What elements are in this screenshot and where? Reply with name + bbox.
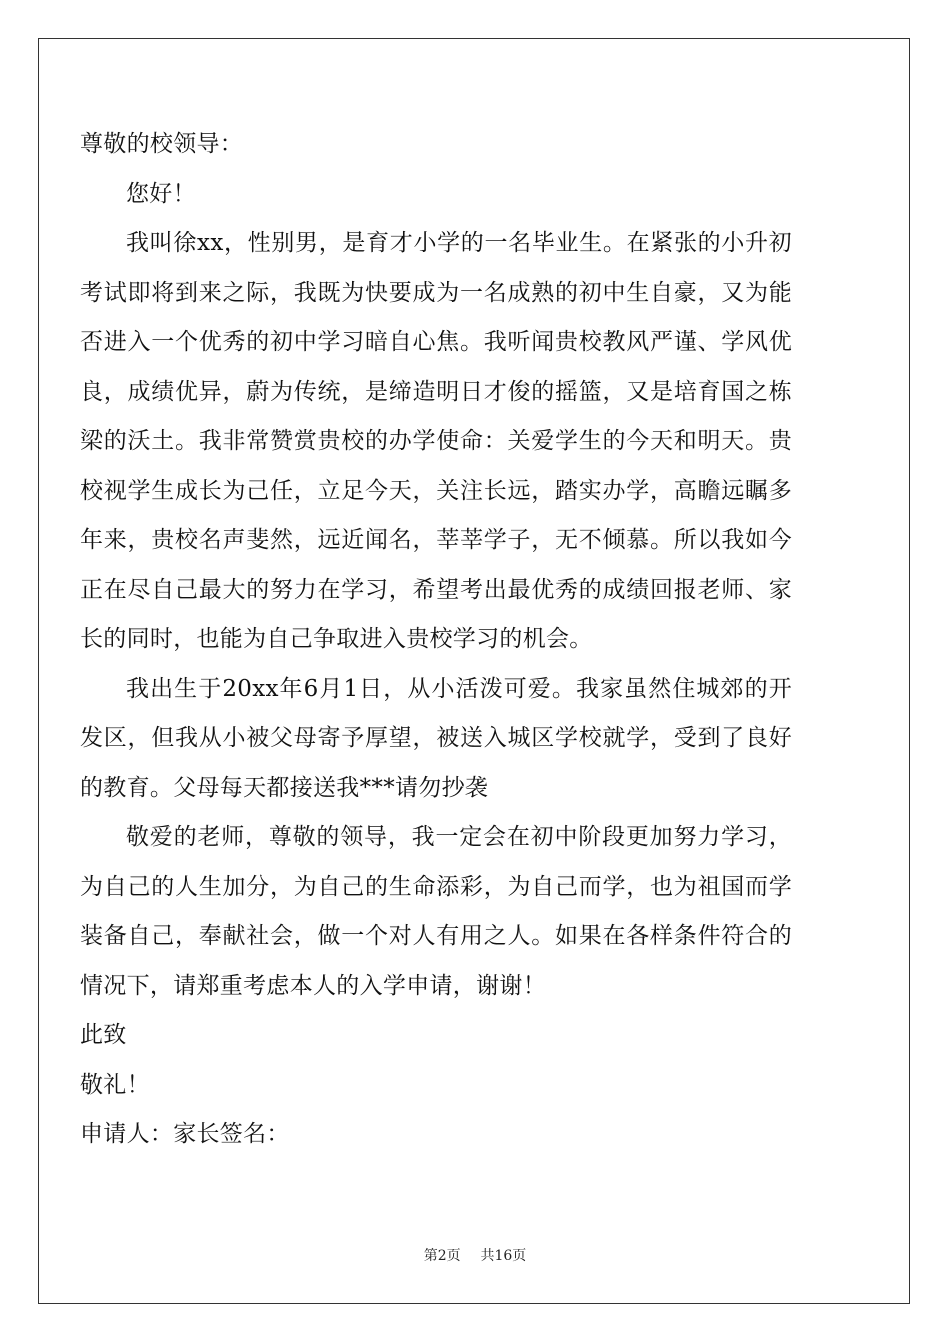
closing-line-1: 此致 [80, 1022, 127, 1048]
letter-body [80, 120, 792, 1160]
signature-line: 申请人：家长签名： [80, 1121, 290, 1147]
greeting: 您好！ [126, 180, 196, 207]
paragraph-2: 我出生于20xx年6月1日，从小活泼可爱。我家虽然住城郊的开发区，但我从小被父母寄予厚望，被送入城区学校就学，受到了良好的教育。父母每天都接送我***请勿抄袭 [80, 675, 792, 801]
page-footer [0, 1245, 950, 1265]
total-pages: 共16页 [480, 1248, 527, 1264]
salutation: 尊敬的校领导： [80, 131, 244, 157]
closing-line-2: 敬礼！ [80, 1071, 150, 1098]
page-number: 第2页 [423, 1248, 461, 1264]
paragraph-3: 敬爱的老师，尊敬的领导，我一定会在初中阶段更加努力学习，为自己的人生加分，为自己的生命添彩，为自己而学，也为祖国而学装备自己，奉献社会，做一个对人有用之人。如果在各样条件符合的情况下，请郑重考虑本人的入学申请，谢谢！ [80, 824, 792, 999]
paragraph-1: 我叫徐xx，性别男，是育才小学的一名毕业生。在紧张的小升初考试即将到来之际，我既为快要成为一名成熟的初中生自豪，又为能否进入一个优秀的初中学习暗自心焦。我听闻贵校教风严谨、学风优良，成绩优异，蔚为传统，是缔造明日才俊的摇篮，又是培育国之栋梁的沃土。我非常赞赏贵校的办学使命：关爱学生的今天和明天。贵校视学生成长为己任，立足今天，关注长远，踏实办学，高瞻远瞩多年来，贵校名声斐然，远近闻名，莘莘学子，无不倾慕。所以我如今正在尽自己最大的努力在学习，希望考出最优秀的成绩回报老师、家长的同时，也能为自己争取进入贵校学习的机会。 [80, 230, 792, 652]
